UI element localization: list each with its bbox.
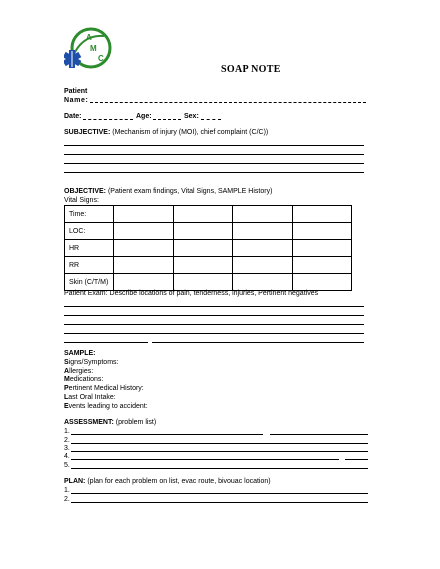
assessment-number-1: 1. bbox=[64, 428, 70, 435]
vitals-row-label: Skin (C/T/M) bbox=[65, 274, 114, 291]
assessment-number-4: 4. bbox=[64, 453, 70, 460]
subjective-heading: SUBJECTIVE: bbox=[64, 129, 111, 136]
assessment-line-2[interactable] bbox=[71, 443, 368, 444]
vitals-cell[interactable] bbox=[233, 257, 293, 274]
objective-section-header bbox=[64, 188, 272, 195]
subjective-line-2[interactable] bbox=[64, 154, 364, 155]
vitals-cell[interactable] bbox=[292, 240, 352, 257]
plan-line-2[interactable] bbox=[71, 502, 368, 503]
assessment-number-5: 5. bbox=[64, 462, 70, 469]
plan-number-2: 2. bbox=[64, 496, 70, 503]
assessment-heading: ASSESSMENT: bbox=[64, 419, 114, 426]
date-field[interactable] bbox=[83, 119, 133, 120]
patient-exam-label: Patient Exam: Describe locations of pain, tenderness, injuries, Pertinent negatives bbox=[64, 290, 319, 297]
sample-events: Events leading to accident: bbox=[64, 403, 148, 410]
age-label: Age: bbox=[136, 113, 152, 120]
sex-field[interactable] bbox=[201, 119, 221, 120]
subjective-line-1[interactable] bbox=[64, 145, 364, 146]
vitals-row-label: LOC: bbox=[65, 223, 114, 240]
vitals-cell[interactable] bbox=[233, 274, 293, 291]
patient-label: Patient bbox=[64, 88, 88, 95]
vitals-cell[interactable] bbox=[114, 274, 174, 291]
vitals-cell[interactable] bbox=[173, 206, 233, 223]
exam-line-5a[interactable] bbox=[64, 342, 148, 343]
vitals-cell[interactable] bbox=[292, 206, 352, 223]
name-label: Name: bbox=[64, 97, 89, 104]
plan-line-1[interactable] bbox=[71, 493, 368, 494]
vitals-row-label: HR bbox=[65, 240, 114, 257]
assessment-line-1a[interactable] bbox=[71, 434, 263, 435]
vital-signs-label: Vital Signs: bbox=[64, 197, 99, 204]
vitals-cell[interactable] bbox=[292, 274, 352, 291]
sample-medications: Medications: bbox=[64, 376, 104, 383]
name-field[interactable] bbox=[90, 102, 366, 103]
amc-logo bbox=[64, 26, 114, 72]
sample-heading: SAMPLE: bbox=[64, 350, 96, 357]
vitals-cell[interactable] bbox=[292, 257, 352, 274]
table-row bbox=[65, 206, 352, 223]
vitals-cell[interactable] bbox=[114, 206, 174, 223]
vitals-cell[interactable] bbox=[173, 274, 233, 291]
assessment-line-1b[interactable] bbox=[270, 434, 368, 435]
assessment-section-header bbox=[64, 419, 156, 426]
plan-number-1: 1. bbox=[64, 487, 70, 494]
vitals-cell[interactable] bbox=[233, 206, 293, 223]
assessment-number-2: 2. bbox=[64, 437, 70, 444]
objective-description: (Patient exam findings, Vital Signs, SAMPLE History) bbox=[107, 188, 273, 195]
vitals-cell[interactable] bbox=[173, 223, 233, 240]
plan-heading: PLAN: bbox=[64, 478, 86, 485]
star-of-life-icon bbox=[64, 50, 81, 68]
plan-section-header bbox=[64, 478, 271, 485]
logo-letter-c: C bbox=[98, 54, 104, 63]
sample-last-oral-intake: Last Oral Intake: bbox=[64, 394, 116, 401]
plan-description: (plan for each problem on list, evac route, bivouac location) bbox=[87, 478, 271, 485]
subjective-section-header bbox=[64, 129, 268, 136]
date-label: Date: bbox=[64, 113, 82, 120]
assessment-line-4a[interactable] bbox=[71, 459, 339, 460]
vital-signs-table bbox=[64, 205, 352, 291]
assessment-description: (problem list) bbox=[115, 419, 157, 426]
logo-letter-m: M bbox=[90, 44, 97, 53]
vitals-row-label: Time: bbox=[65, 206, 114, 223]
vitals-row-label: RR bbox=[65, 257, 114, 274]
table-row bbox=[65, 223, 352, 240]
vitals-cell[interactable] bbox=[233, 240, 293, 257]
assessment-line-3[interactable] bbox=[71, 451, 368, 452]
exam-line-5b[interactable] bbox=[152, 342, 364, 343]
sample-allergies: Allergies: bbox=[64, 368, 94, 375]
vitals-cell[interactable] bbox=[173, 257, 233, 274]
age-field[interactable] bbox=[153, 119, 181, 120]
subjective-description: (Mechanism of injury (MOI), chief complaint (C/C)) bbox=[112, 129, 269, 136]
sample-medical-history: Pertinent Medical History: bbox=[64, 385, 144, 392]
subjective-line-3[interactable] bbox=[64, 163, 364, 164]
vitals-cell[interactable] bbox=[114, 240, 174, 257]
exam-line-1[interactable] bbox=[64, 306, 364, 307]
exam-line-2[interactable] bbox=[64, 315, 364, 316]
sample-signs-symptoms: Signs/Symptoms: bbox=[64, 359, 119, 366]
logo-letter-a: A bbox=[86, 33, 92, 42]
page-title: SOAP NOTE bbox=[221, 64, 281, 75]
table-row bbox=[65, 257, 352, 274]
exam-line-4[interactable] bbox=[64, 333, 364, 334]
assessment-line-5[interactable] bbox=[71, 468, 368, 469]
vitals-cell[interactable] bbox=[114, 257, 174, 274]
table-row bbox=[65, 274, 352, 291]
assessment-number-3: 3. bbox=[64, 445, 70, 452]
vitals-cell[interactable] bbox=[292, 223, 352, 240]
table-row bbox=[65, 240, 352, 257]
exam-line-3[interactable] bbox=[64, 324, 364, 325]
vitals-cell[interactable] bbox=[173, 240, 233, 257]
subjective-line-4[interactable] bbox=[64, 172, 364, 173]
objective-heading: OBJECTIVE: bbox=[64, 188, 107, 195]
sex-label: Sex: bbox=[184, 113, 199, 120]
vitals-cell[interactable] bbox=[114, 223, 174, 240]
vitals-cell[interactable] bbox=[233, 223, 293, 240]
assessment-line-4b[interactable] bbox=[345, 459, 368, 460]
